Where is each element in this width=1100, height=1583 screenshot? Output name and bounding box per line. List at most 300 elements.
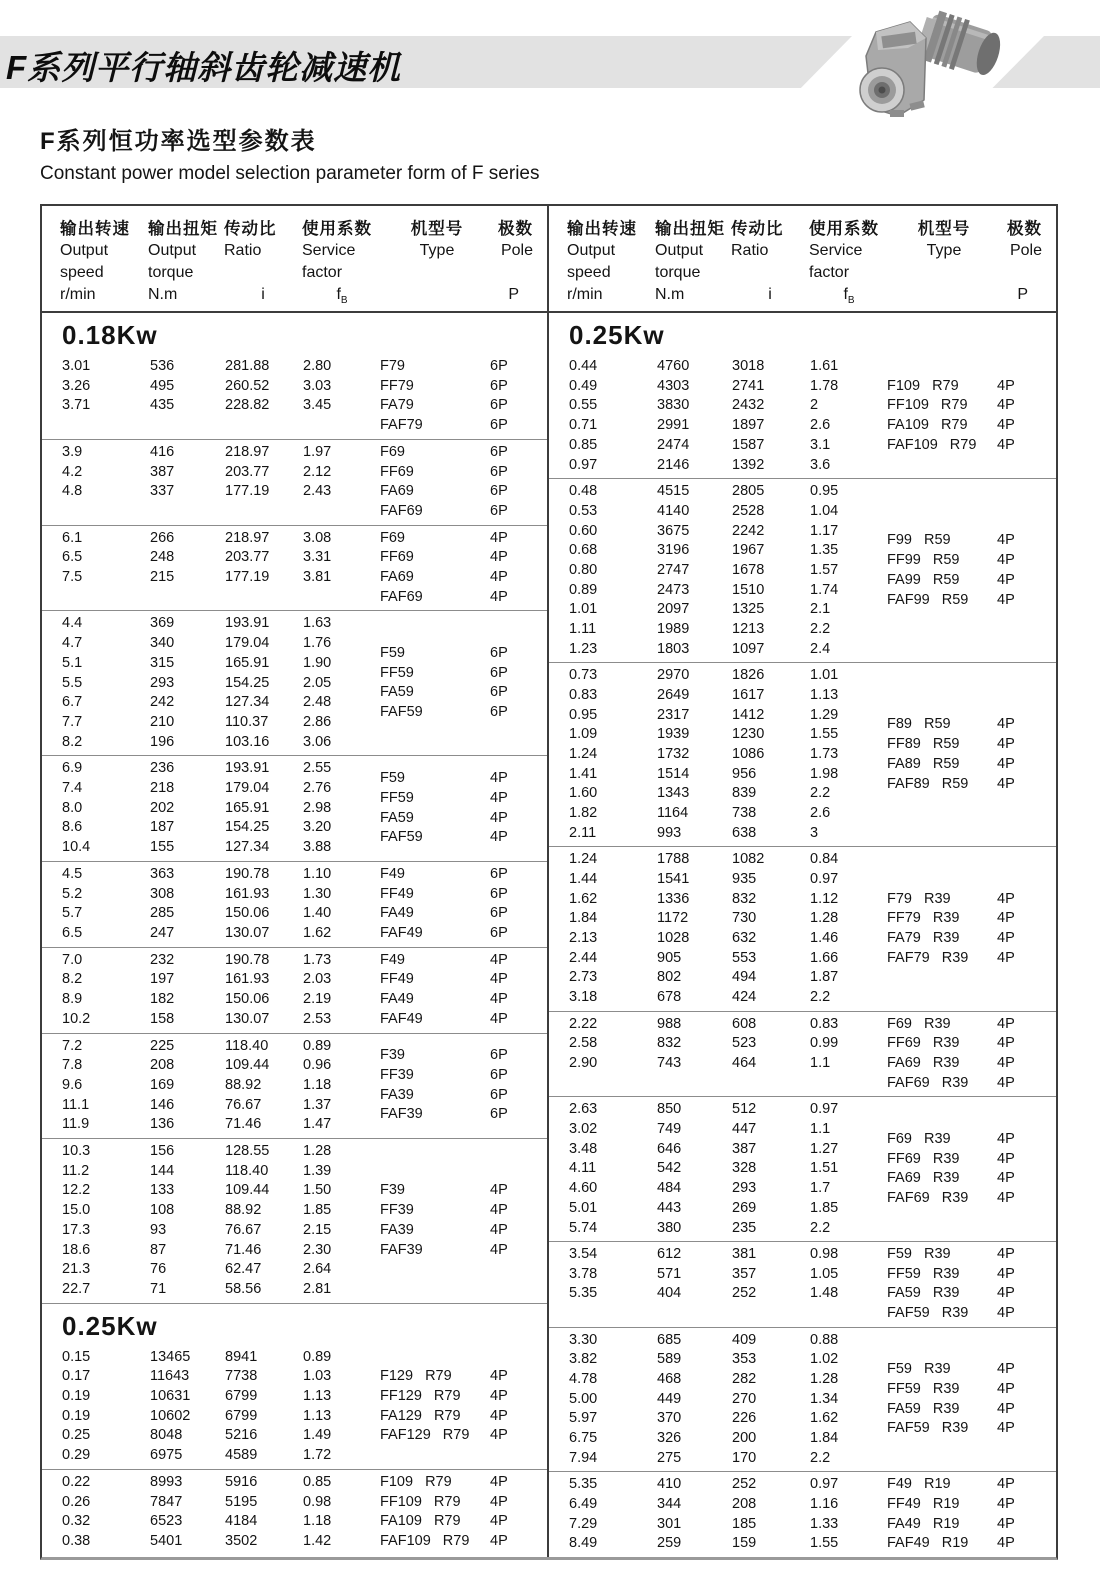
- speed-value: 0.19: [62, 1407, 91, 1424]
- speed-value: 0.68: [569, 542, 598, 559]
- speed-value: 7.2: [62, 1037, 83, 1054]
- ratio-value: 1412: [732, 706, 765, 723]
- ratio-value: 424: [732, 989, 757, 1006]
- type-value: FA39: [380, 1221, 414, 1238]
- parameter-block: [42, 610, 547, 755]
- type-value: FF39: [380, 1202, 414, 1219]
- number-column: [150, 759, 225, 858]
- type-value: FAF109 R79: [380, 1532, 470, 1549]
- number-column: [569, 1245, 657, 1324]
- torque-value: 202: [150, 799, 175, 816]
- number-column: [810, 1015, 887, 1094]
- type-value: F89 R59: [887, 716, 951, 733]
- header-label-cn: 使用系数: [302, 220, 372, 238]
- type-value: FF59: [380, 789, 414, 806]
- number-column: [62, 443, 150, 522]
- header-unit: r/min: [567, 286, 603, 303]
- ratio-value: 832: [732, 890, 757, 907]
- pole-value: 4P: [490, 1473, 508, 1490]
- pole-value: 6P: [490, 1047, 508, 1064]
- pole-value: 6P: [490, 885, 508, 902]
- number-column: [62, 1142, 150, 1300]
- number-column: [150, 357, 225, 436]
- ratio-value: 252: [732, 1476, 757, 1493]
- parameter-block: [549, 1096, 1056, 1241]
- ratio-value: 5195: [225, 1493, 258, 1510]
- ratio-value: 109.44: [225, 1057, 270, 1074]
- factor-value: 1.90: [303, 654, 332, 671]
- type-value: FAF39: [380, 1241, 423, 1258]
- speed-value: 5.1: [62, 654, 83, 671]
- number-column: [810, 666, 887, 843]
- ratio-value: 88.92: [225, 1202, 262, 1219]
- speed-value: 6.75: [569, 1430, 598, 1447]
- factor-value: 1.47: [303, 1116, 332, 1133]
- speed-value: 0.17: [62, 1368, 91, 1385]
- type-value: FAF39: [380, 1106, 423, 1123]
- power-section-label: 0.25Kw: [569, 320, 665, 350]
- speed-value: 18.6: [62, 1241, 91, 1258]
- torque-value: 10602: [150, 1407, 191, 1424]
- speed-value: 15.0: [62, 1202, 91, 1219]
- factor-value: 1.85: [303, 1202, 332, 1219]
- pole-value: 4P: [997, 949, 1015, 966]
- header-label-en: [731, 262, 809, 284]
- factor-value: 0.83: [810, 1015, 839, 1032]
- parameter-block: [549, 1471, 1056, 1557]
- ratio-value: 218.97: [225, 443, 270, 460]
- parameter-block: [42, 439, 547, 525]
- factor-value: 1.98: [810, 765, 839, 782]
- number-column: [303, 1348, 380, 1466]
- number-column: [732, 1245, 810, 1324]
- ratio-value: 190.78: [225, 951, 270, 968]
- pole-value: 4P: [997, 1150, 1015, 1167]
- ratio-value: 6799: [225, 1388, 258, 1405]
- speed-value: 0.15: [62, 1348, 91, 1365]
- number-column: [150, 614, 225, 752]
- type-value: F39: [380, 1182, 405, 1199]
- pole-value: 4P: [997, 716, 1015, 733]
- ratio-value: 2242: [732, 522, 765, 539]
- header-cell: [492, 218, 539, 312]
- ratio-value: 512: [732, 1101, 757, 1118]
- torque-value: 4760: [657, 358, 690, 374]
- ratio-value: 118.40: [225, 1037, 269, 1054]
- factor-value: 1.73: [810, 746, 839, 763]
- factor-value: 1.49: [303, 1427, 332, 1444]
- speed-value: 8.9: [62, 991, 83, 1008]
- torque-value: 678: [657, 989, 682, 1006]
- type-column: [380, 1037, 543, 1136]
- header-label-cn: 传动比: [731, 220, 784, 238]
- header-label-en: [224, 262, 302, 284]
- pole-value: 4P: [997, 910, 1015, 927]
- number-column: [303, 865, 380, 944]
- speed-value: 12.2: [62, 1182, 91, 1199]
- torque-value: 1788: [657, 851, 690, 868]
- pole-value: 4P: [490, 951, 508, 968]
- factor-value: 2.4: [810, 640, 831, 657]
- speed-value: 6.49: [569, 1496, 598, 1513]
- torque-value: 8048: [150, 1427, 183, 1444]
- torque-value: 144: [150, 1162, 175, 1179]
- number-column: [225, 443, 303, 522]
- ratio-value: 208: [732, 1496, 757, 1513]
- factor-value: 0.84: [810, 851, 839, 868]
- torque-value: 182: [150, 991, 175, 1008]
- torque-value: 2474: [657, 436, 690, 453]
- header-label-cn: 传动比: [224, 220, 277, 238]
- type-value: FF89 R59: [887, 736, 960, 753]
- parameter-block: [42, 861, 547, 947]
- ratio-value: 282: [732, 1371, 757, 1388]
- pole-value: 6P: [490, 483, 508, 500]
- type-value: F109 R79: [380, 1473, 452, 1490]
- pole-value: 6P: [490, 1086, 508, 1103]
- speed-value: 4.78: [569, 1371, 598, 1388]
- pole-value: 4P: [997, 552, 1015, 569]
- torque-value: 410: [657, 1476, 682, 1493]
- type-column: [887, 1100, 1052, 1238]
- type-value: FA59: [380, 809, 414, 826]
- torque-value: 2970: [657, 667, 690, 684]
- header-unit: N.m: [148, 286, 178, 303]
- ratio-value: 5916: [225, 1473, 258, 1490]
- factor-value: 2.81: [303, 1280, 332, 1297]
- torque-value: 3830: [657, 397, 690, 414]
- factor-value: 1.72: [303, 1447, 332, 1464]
- torque-value: 236: [150, 760, 175, 777]
- factor-value: 1.66: [810, 949, 839, 966]
- number-column: [569, 1100, 657, 1238]
- torque-value: 495: [150, 377, 175, 394]
- speed-value: 1.11: [569, 621, 597, 638]
- type-value: FF99 R59: [887, 552, 960, 569]
- header-unit: N.m: [655, 286, 685, 303]
- factor-value: 2.2: [810, 621, 831, 638]
- ratio-value: 6799: [225, 1407, 258, 1424]
- factor-value: 2.64: [303, 1261, 332, 1278]
- ratio-value: 269: [732, 1199, 757, 1216]
- ratio-value: 7738: [225, 1368, 258, 1385]
- pole-value: 4P: [490, 829, 508, 846]
- header-label-en: [889, 262, 999, 284]
- type-value: FA79 R39: [887, 930, 960, 947]
- pole-value: 4P: [490, 1407, 508, 1424]
- speed-value: 0.80: [569, 562, 598, 578]
- speed-value: 7.5: [62, 569, 83, 586]
- type-value: FAF59 R39: [887, 1305, 969, 1322]
- speed-value: 1.60: [569, 785, 598, 802]
- header-unit: i: [261, 286, 265, 303]
- page-subtitle: Constant power model selection parameter form of F series: [40, 163, 540, 184]
- number-column: [657, 1015, 732, 1094]
- pole-value: 6P: [490, 463, 508, 480]
- number-column: [657, 666, 732, 843]
- pole-value: 6P: [490, 1106, 508, 1123]
- pole-value: 4P: [997, 1285, 1015, 1302]
- pole-value: 4P: [490, 1532, 508, 1549]
- pole-value: 4P: [997, 417, 1015, 434]
- ratio-value: 203.77: [225, 463, 270, 480]
- torque-value: 1541: [657, 870, 690, 887]
- number-column: [810, 1245, 887, 1324]
- parameter-block: [42, 1033, 547, 1139]
- type-value: FA49: [380, 905, 414, 922]
- speed-value: 4.11: [569, 1160, 597, 1177]
- speed-value: 3.30: [569, 1331, 598, 1348]
- torque-value: 232: [150, 951, 175, 968]
- torque-value: 155: [150, 839, 175, 856]
- torque-value: 1343: [657, 785, 690, 802]
- speed-value: 1.44: [569, 870, 598, 887]
- ratio-value: 71.46: [225, 1116, 262, 1133]
- torque-value: 136: [150, 1116, 175, 1133]
- factor-value: 0.85: [303, 1473, 332, 1490]
- pole-value: 6P: [490, 644, 508, 661]
- pole-value: 4P: [997, 1055, 1015, 1072]
- speed-value: 1.24: [569, 746, 598, 763]
- torque-value: 169: [150, 1076, 175, 1093]
- speed-value: 0.19: [62, 1388, 91, 1405]
- parameter-block: [42, 354, 547, 439]
- number-column: [62, 1037, 150, 1136]
- torque-value: 266: [150, 529, 175, 546]
- pole-value: 6P: [490, 924, 508, 941]
- table-left-column: [42, 206, 549, 1557]
- type-value: F79 R39: [887, 890, 951, 907]
- page-heading: [40, 126, 1060, 187]
- number-column: [569, 1475, 657, 1554]
- parameter-block: [549, 662, 1056, 846]
- factor-value: 1.28: [810, 1371, 839, 1388]
- type-value: FAF69: [380, 588, 423, 605]
- ratio-value: 76.67: [225, 1096, 262, 1113]
- torque-value: 370: [657, 1410, 682, 1427]
- number-column: [732, 1015, 810, 1094]
- speed-value: 7.7: [62, 713, 83, 730]
- factor-value: 2.2: [810, 1449, 831, 1466]
- torque-value: 685: [657, 1331, 682, 1348]
- speed-value: 5.74: [569, 1219, 598, 1236]
- product-series-title: F系列平行轴斜齿轮减速机: [6, 49, 402, 86]
- header-cell: [60, 218, 148, 312]
- factor-value: 1.55: [810, 1535, 839, 1552]
- number-column: [657, 482, 732, 659]
- factor-value: 2: [810, 397, 819, 414]
- ratio-value: 1510: [732, 581, 765, 598]
- speed-value: 2.22: [569, 1015, 598, 1032]
- torque-value: 87: [150, 1241, 167, 1258]
- torque-value: 156: [150, 1143, 175, 1160]
- ratio-value: 464: [732, 1055, 757, 1072]
- speed-value: 1.24: [569, 851, 598, 868]
- speed-value: 5.97: [569, 1410, 598, 1427]
- type-value: FAF89 R59: [887, 775, 969, 792]
- factor-value: 1.04: [810, 502, 839, 519]
- speed-value: 7.29: [569, 1515, 598, 1532]
- header-label-cn: 极数: [1007, 220, 1042, 238]
- speed-value: 1.82: [569, 805, 598, 822]
- pole-value: 6P: [490, 1067, 508, 1084]
- ratio-value: 935: [732, 870, 757, 887]
- speed-value: 0.73: [569, 667, 598, 684]
- number-column: [225, 759, 303, 858]
- speed-value: 0.29: [62, 1447, 91, 1464]
- factor-value: 2.1: [810, 601, 831, 618]
- number-column: [303, 529, 380, 608]
- ratio-value: 956: [732, 765, 757, 782]
- factor-value: 1.76: [303, 635, 332, 652]
- parameter-block: [549, 478, 1056, 662]
- header-label-cn: 机型号: [917, 220, 971, 238]
- pole-value: 4P: [490, 971, 508, 988]
- ratio-value: 3018: [732, 358, 765, 374]
- number-column: [62, 614, 150, 752]
- number-column: [732, 482, 810, 659]
- torque-value: 259: [657, 1535, 682, 1552]
- ratio-value: 2432: [732, 397, 765, 414]
- torque-value: 646: [657, 1140, 682, 1157]
- pole-value: 4P: [490, 549, 508, 566]
- ratio-value: 71.46: [225, 1241, 262, 1258]
- torque-value: 1028: [657, 930, 690, 947]
- pole-value: 4P: [490, 809, 508, 826]
- ratio-value: 150.06: [225, 991, 270, 1008]
- torque-value: 612: [657, 1245, 682, 1262]
- speed-value: 3.71: [62, 397, 91, 414]
- factor-value: 3.20: [303, 819, 332, 836]
- speed-value: 1.62: [569, 890, 598, 907]
- torque-value: 344: [657, 1496, 682, 1513]
- ratio-value: 110.37: [225, 713, 269, 730]
- speed-value: 5.2: [62, 885, 83, 902]
- parameter-block: [549, 1011, 1056, 1097]
- header-unit: r/min: [60, 286, 96, 303]
- torque-value: 905: [657, 949, 682, 966]
- torque-value: 285: [150, 905, 175, 922]
- ratio-value: 235: [732, 1219, 757, 1236]
- parameter-block: [42, 755, 547, 861]
- number-column: [150, 529, 225, 608]
- type-value: FAF79 R39: [887, 949, 969, 966]
- torque-value: 10631: [150, 1388, 191, 1405]
- header-unit: i: [768, 286, 772, 303]
- header-label-en: Pole: [500, 242, 533, 259]
- ratio-value: 447: [732, 1120, 757, 1137]
- factor-value: 0.97: [810, 870, 839, 887]
- speed-value: 4.8: [62, 483, 83, 500]
- number-column: [303, 1142, 380, 1300]
- header-label-cn: 输出扭矩: [655, 220, 725, 238]
- torque-value: 749: [657, 1120, 682, 1137]
- ratio-value: 130.07: [225, 1010, 270, 1027]
- type-value: FA89 R59: [887, 755, 960, 772]
- header-label-en: torque: [655, 264, 701, 281]
- torque-value: 2649: [657, 686, 690, 703]
- factor-value: 2.12: [303, 463, 332, 480]
- factor-value: 0.95: [810, 483, 839, 500]
- torque-value: 2991: [657, 417, 690, 434]
- ratio-value: 103.16: [225, 733, 270, 750]
- factor-value: 2.76: [303, 780, 332, 797]
- type-value: FF59: [380, 664, 414, 681]
- factor-value: 1.84: [810, 1430, 839, 1447]
- speed-value: 2.44: [569, 949, 598, 966]
- speed-value: 10.4: [62, 839, 91, 856]
- type-value: FAF69 R39: [887, 1074, 969, 1091]
- type-value: F49: [380, 951, 405, 968]
- pole-value: 4P: [997, 1035, 1015, 1052]
- torque-value: 247: [150, 924, 175, 941]
- torque-value: 2097: [657, 601, 690, 618]
- ratio-value: 127.34: [225, 694, 270, 711]
- pole-value: 4P: [997, 1265, 1015, 1282]
- ratio-value: 252: [732, 1285, 757, 1302]
- type-value: FA99 R59: [887, 571, 960, 588]
- pole-value: 4P: [997, 1189, 1015, 1206]
- factor-value: 1.48: [810, 1285, 839, 1302]
- pole-value: 4P: [997, 1015, 1015, 1032]
- torque-value: 301: [657, 1515, 682, 1532]
- number-column: [150, 1142, 225, 1300]
- torque-value: 369: [150, 615, 175, 632]
- torque-value: 416: [150, 443, 175, 460]
- speed-value: 6.7: [62, 694, 83, 711]
- number-column: [225, 1142, 303, 1300]
- ratio-value: 3502: [225, 1532, 258, 1549]
- ratio-value: 165.91: [225, 654, 270, 671]
- factor-value: 1.27: [810, 1140, 839, 1157]
- number-column: [62, 357, 150, 436]
- header-unit: $f_B$: [843, 286, 855, 307]
- type-value: FA39: [380, 1086, 414, 1103]
- speed-value: 1.84: [569, 910, 598, 927]
- ratio-value: 1678: [732, 562, 765, 578]
- type-column: [380, 1142, 543, 1300]
- speed-value: 8.2: [62, 971, 83, 988]
- type-value: FAF59: [380, 829, 423, 846]
- speed-value: 0.48: [569, 483, 598, 500]
- type-column: [380, 443, 543, 522]
- torque-value: 11643: [150, 1368, 190, 1385]
- torque-value: 242: [150, 694, 175, 711]
- factor-value: 2.98: [303, 799, 332, 816]
- header-cell: [809, 218, 889, 312]
- torque-value: 293: [150, 674, 175, 691]
- torque-value: 13465: [150, 1348, 191, 1365]
- torque-value: 208: [150, 1057, 175, 1074]
- type-value: FA59 R39: [887, 1285, 960, 1302]
- torque-value: 2473: [657, 581, 690, 598]
- factor-value: 1.62: [303, 924, 332, 941]
- header-label-cn: 机型号: [410, 220, 464, 238]
- pole-value: 4P: [997, 890, 1015, 907]
- type-value: FAF49 R19: [887, 1535, 969, 1552]
- type-column: [887, 850, 1052, 1008]
- type-value: FF109 R79: [380, 1493, 461, 1510]
- torque-value: 850: [657, 1101, 682, 1118]
- header-label-en: [492, 262, 533, 284]
- speed-value: 2.58: [569, 1035, 598, 1052]
- ratio-value: 118.40: [225, 1162, 269, 1179]
- type-value: F49 R19: [887, 1476, 951, 1493]
- table-right-column: [549, 206, 1056, 1557]
- ratio-value: 193.91: [225, 760, 270, 777]
- speed-value: 5.35: [569, 1285, 598, 1302]
- ratio-value: 328: [732, 1160, 757, 1177]
